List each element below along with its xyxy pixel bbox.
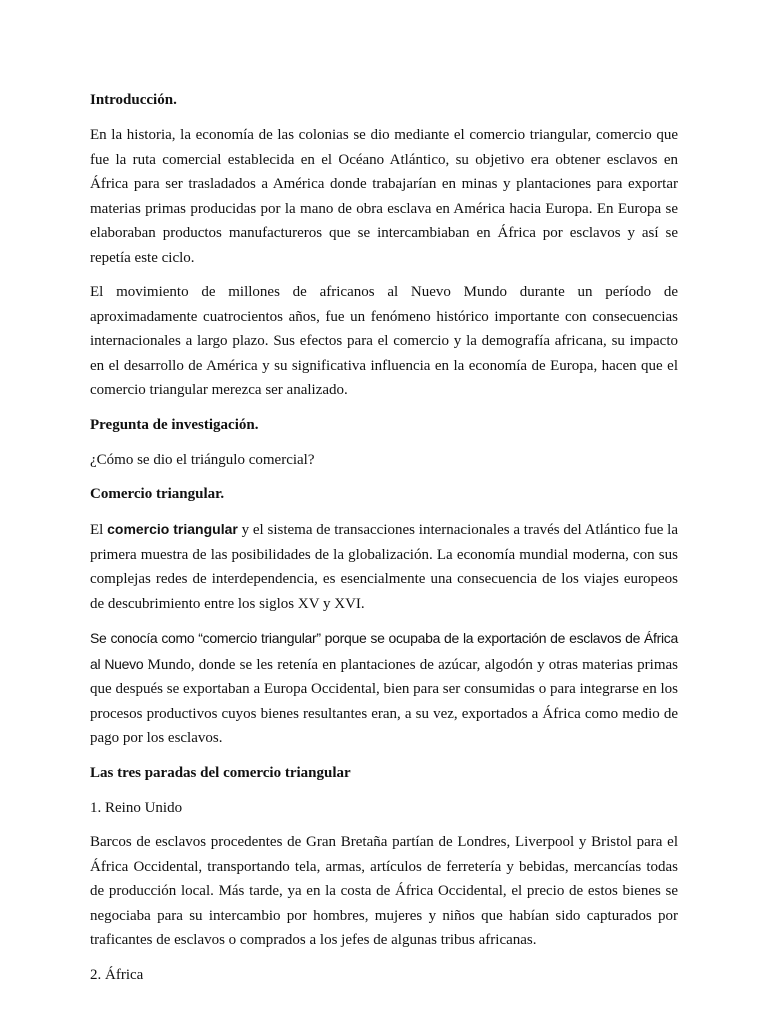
list-item-africa: 2. África xyxy=(90,966,144,983)
comercio-paragraph-2-rest: Mundo, donde se les retenía en plantaciones de azúcar, algodón y otras materias primas que después se exportaban a Europa Occidental, bien para ser consumidas o para integrarse en los procesos productivos cuyos bienes resultantes eran, a su vez, exportados a África como medio de pago por los esclavos. xyxy=(90,656,678,746)
intro-heading: Introducción. xyxy=(90,92,177,108)
comercio-paragraph-2 xyxy=(90,626,678,751)
comercio-triangular-bold-term: comercio triangular xyxy=(107,521,238,537)
comercio-triangular-heading: Comercio triangular. xyxy=(90,486,225,502)
comercio-paragraph-1-prefix: El xyxy=(90,522,108,538)
document-body xyxy=(90,88,678,997)
research-question-heading: Pregunta de investigación. xyxy=(90,416,259,433)
list-item-reino-unido: 1. Reino Unido xyxy=(90,799,183,816)
intro-paragraph-2: El movimiento de millones de africanos al Nuevo Mundo durante un período de aproximadamente cuatrocientos años, fue un fenómeno histórico importante con consecuencias internacionales a largo plazo. Sus efectos para el comercio y la demografía africana, su impacto en el desarrollo de América y su significativa influencia en la economía de Europa, hacen que el comercio triangular merezca ser analizado. xyxy=(90,284,678,398)
intro-paragraph-1: En la historia, la economía de las colonias se dio mediante el comercio triangular, comercio que fue la ruta comercial establecida en el Océano Atlántico, su objetivo era obtener esclavos en África para ser trasladados a América donde trabajarían en minas y plantaciones para exportar materias primas producidas por la mano de obra esclava en América hacia Europa. En Europa se elaboraban productos manufactureros que se intercambiaban en África por esclavos y así se repetía este ciclo. xyxy=(90,127,678,266)
comercio-paragraph-1 xyxy=(90,517,678,616)
comercio-paragraph-1-rest: y el sistema de transacciones internacionales a través del Atlántico fue la primera muestra de las posibilidades de la globalización. La economía mundial moderna, con sus complejas redes de interdependencia, es esencialmente una consecuencia de los viajes europeos de descubrimiento entre los siglos XV y XVI. xyxy=(90,522,678,612)
comercio-paragraph-2-sans-run: Se conocía como “comercio triangular” porque se ocupaba de la exportación de esclavos de África al Nuevo xyxy=(90,630,678,672)
reino-unido-paragraph: Barcos de esclavos procedentes de Gran Bretaña partían de Londres, Liverpool y Bristol para el África Occidental, transportando tela, armas, artículos de ferretería y bebidas, mercancías todas de producción local. Más tarde, ya en la costa de África Occidental, el precio de estos bienes se negociaba para su intercambio por hombres, mujeres y niños que habían sido capturados por traficantes de esclavos o comprados a los jefes de algunas tribus africanas. xyxy=(90,834,678,948)
tres-paradas-heading: Las tres paradas del comercio triangular xyxy=(90,764,351,781)
research-question-text: ¿Cómo se dio el triángulo comercial? xyxy=(90,451,315,468)
